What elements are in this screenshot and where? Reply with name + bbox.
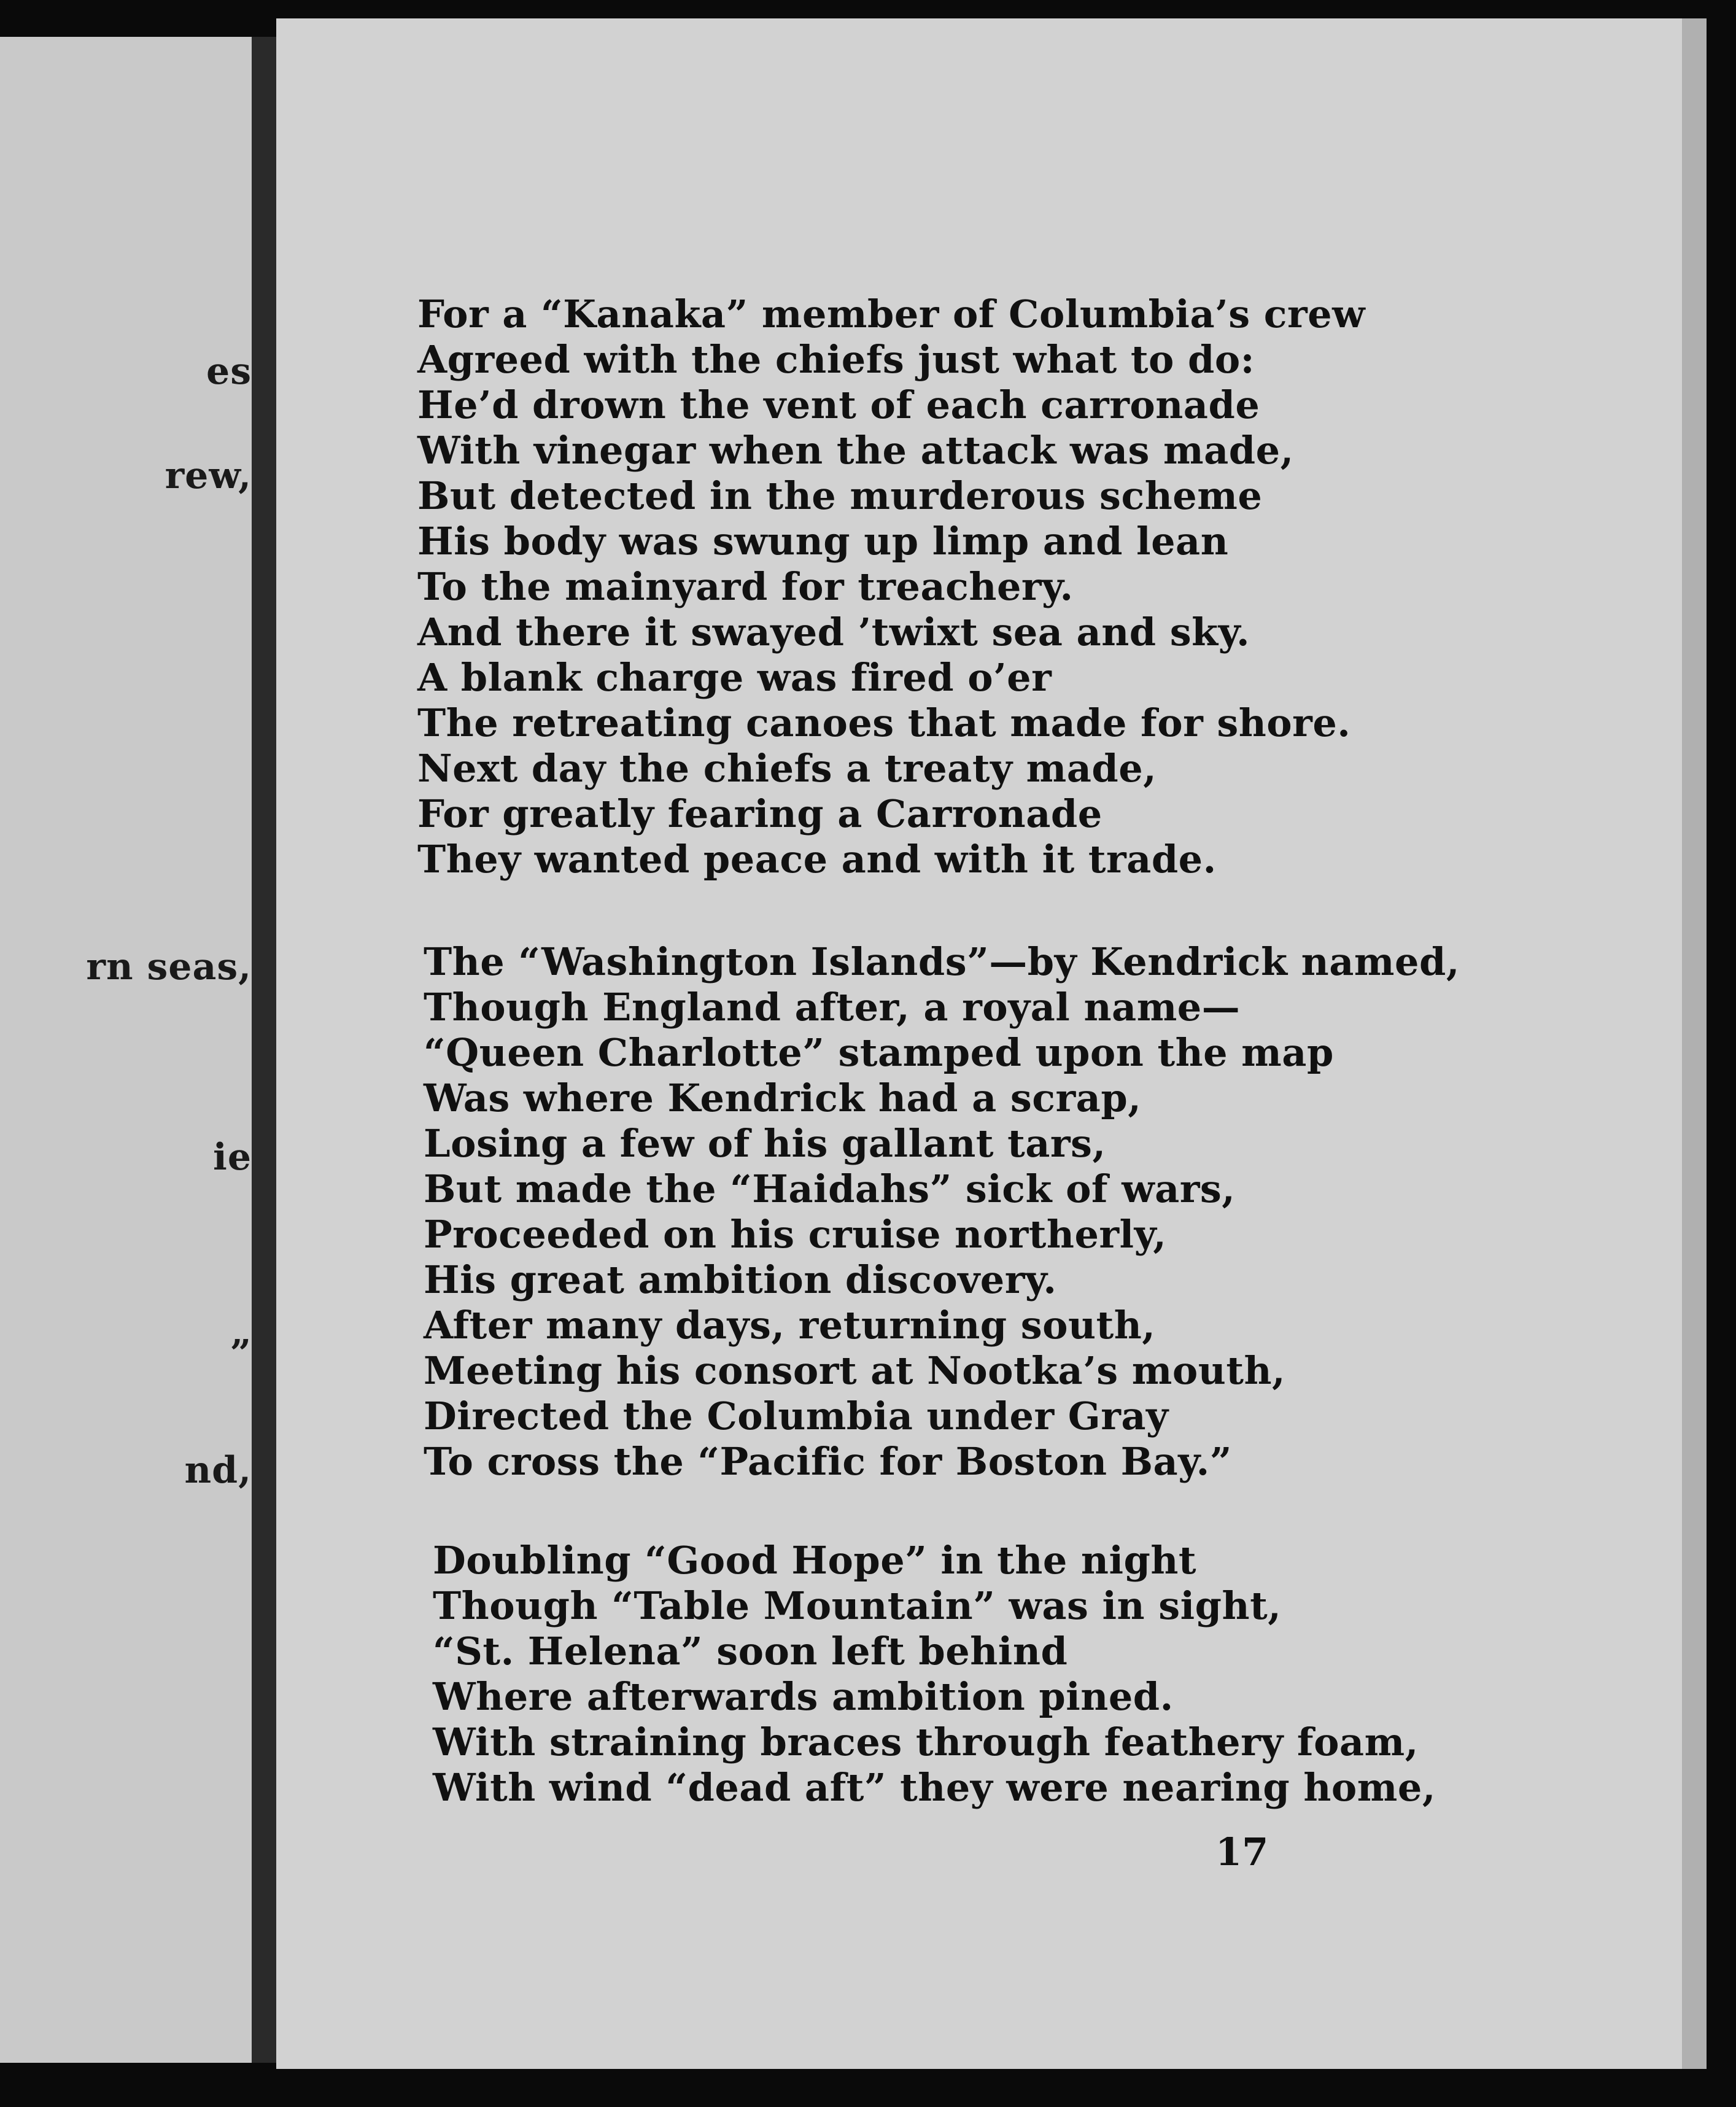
- verse-line: A blank charge was fired o’er: [417, 655, 1052, 700]
- verse-line: Next day the chiefs a treaty made,: [417, 746, 1157, 791]
- left-fragment: ”: [230, 1332, 252, 1375]
- verse-line: Directed the Columbia under Gray: [424, 1394, 1169, 1438]
- verse-line: Was where Kendrick had a scrap,: [424, 1076, 1142, 1120]
- verse-line: But made the “Haidahs” sick of wars,: [424, 1166, 1236, 1211]
- left-fragment: es: [206, 350, 252, 393]
- verse-line: With straining braces through feathery foam,: [433, 1720, 1419, 1764]
- left-facing-page: [0, 37, 252, 2063]
- verse-line: Proceeded on his cruise northerly,: [424, 1212, 1167, 1257]
- verse-line: His great ambition discovery.: [424, 1257, 1057, 1302]
- verse-line: After many days, returning south,: [424, 1303, 1156, 1348]
- verse-line: Meeting his consort at Nootka’s mouth,: [424, 1348, 1286, 1393]
- left-fragment: rew,: [165, 454, 252, 497]
- verse-line: They wanted peace and with it trade.: [417, 837, 1217, 882]
- verse-line: For greatly fearing a Carronade: [417, 791, 1102, 836]
- left-fragment: ie: [213, 1136, 252, 1179]
- verse-line: And there it swayed ’twixt sea and sky.: [417, 610, 1250, 654]
- verse-line: For a “Kanaka” member of Columbia’s crew: [417, 292, 1365, 336]
- verse-line: With vinegar when the attack was made,: [417, 428, 1294, 473]
- page-number: 17: [1215, 1830, 1269, 1874]
- verse-line: “St. Helena” soon left behind: [433, 1629, 1068, 1674]
- verse-line: With wind “dead aft” they were nearing home,: [433, 1765, 1436, 1810]
- book-gutter: [252, 37, 276, 2063]
- left-fragment: nd,: [184, 1449, 252, 1492]
- verse-line: Losing a few of his gallant tars,: [424, 1121, 1106, 1166]
- verse-line: To cross the “Pacific for Boston Bay.”: [424, 1439, 1232, 1484]
- verse-line: “Queen Charlotte” stamped upon the map: [424, 1030, 1334, 1075]
- verse-line: The retreating canoes that made for shore.: [417, 700, 1351, 745]
- right-page: [276, 18, 1682, 2069]
- verse-line: Though England after, a royal name—: [424, 985, 1241, 1030]
- verse-line: Agreed with the chiefs just what to do:: [417, 337, 1255, 382]
- verse-line: He’d drown the vent of each carronade: [417, 382, 1260, 427]
- verse-line: His body was swung up limp and lean: [417, 519, 1229, 564]
- verse-line: To the mainyard for treachery.: [417, 564, 1074, 609]
- verse-line: The “Washington Islands”—by Kendrick named,: [424, 939, 1460, 984]
- verse-line: Where afterwards ambition pined.: [433, 1674, 1174, 1719]
- verse-line: Though “Table Mountain” was in sight,: [433, 1583, 1282, 1628]
- verse-line: But detected in the murderous scheme: [417, 473, 1263, 518]
- page-edge: [1682, 18, 1707, 2069]
- left-fragment: rn seas,: [86, 945, 252, 988]
- verse-line: Doubling “Good Hope” in the night: [433, 1538, 1197, 1583]
